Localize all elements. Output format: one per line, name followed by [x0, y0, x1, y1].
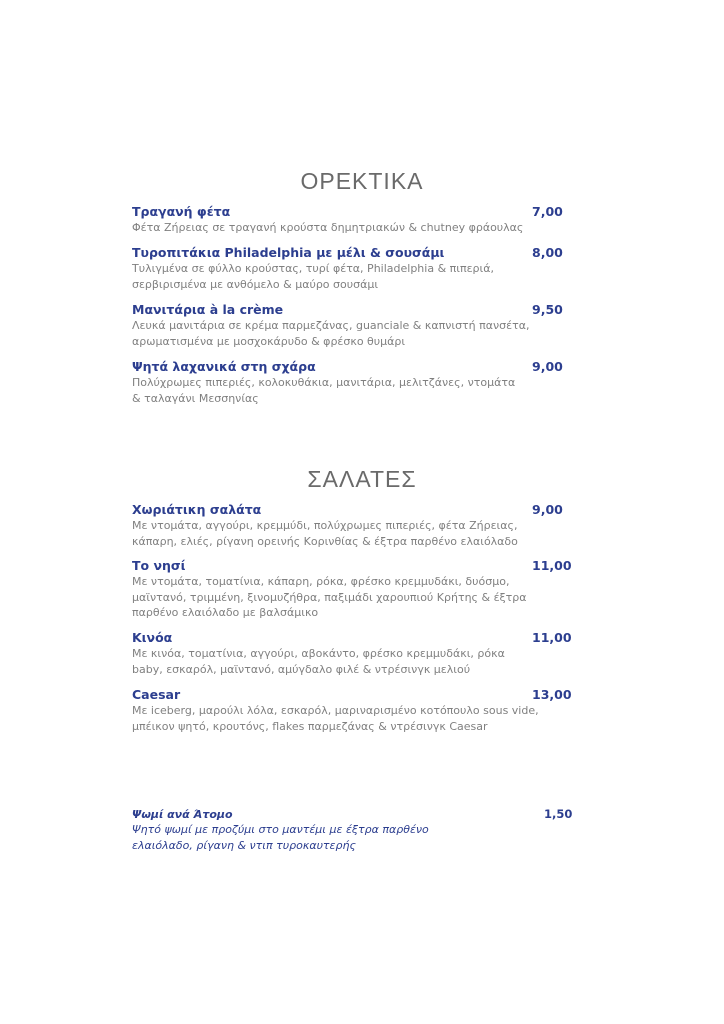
menu-item: [132, 245, 572, 292]
menu-item: [132, 502, 572, 549]
item-price: 9,00: [532, 502, 563, 517]
menu-item: [132, 302, 572, 349]
item-description: Με ντομάτα, τοματίνια, κάπαρη, ρόκα, φρέσκο κρεμμυδάκι, δυόσμο, μαϊντανό, τριμμένη, ξινομυζήθρα, παξιμάδι χαρουπιού Κρήτης & έξτρα παρθένο ελαιόλαδο με βαλσάμικο: [132, 575, 527, 619]
menu-item: [132, 687, 572, 734]
item-name: Τραγανή φέτα: [132, 204, 231, 219]
item-description: Με ντομάτα, αγγούρι, κρεμμύδι, πολύχρωμες πιπεριές, φέτα Ζήρειας, κάπαρη, ελιές, ρίγανη ορεινής Κορινθίας & έξτρα παρθένο ελαιόλαδο: [132, 519, 518, 548]
bread-description: Ψητό ψωμί με προζύμι στο μαντέμι με έξτρα παρθένο ελαιόλαδο, ρίγανη & ντιπ τυροκαυτερής: [132, 823, 429, 852]
item-description: Πολύχρωμες πιπεριές, κολοκυθάκια, μανιτάρια, μελιτζάνες, ντομάτα & ταλαγάνι Μεσσηνίας: [132, 376, 516, 405]
item-description: Τυλιγμένα σε φύλλο κρούστας, τυρί φέτα, Philadelphia & πιπεριά, σερβιρισμένα με ανθόμελο & μαύρο σουσάμι: [132, 262, 495, 291]
item-price: 8,00: [532, 245, 563, 260]
bread-price: 1,50: [544, 807, 573, 821]
item-name: Ψητά λαχανικά στη σχάρα: [132, 359, 316, 374]
menu-item: [132, 558, 572, 621]
item-name: Μανιτάρια à la crème: [132, 302, 284, 317]
menu-item: [132, 359, 572, 406]
item-price: 13,00: [532, 687, 572, 702]
item-price: 9,50: [532, 302, 563, 317]
bread-name: Ψωμί ανά Άτομο: [132, 808, 233, 821]
item-description: Με iceberg, μαρούλι λόλα, εσκαρόλ, μαριναρισμένο κοτόπουλο sous vide, μπέικον ψητό, κρουτόνς, flakes παρμεζάνας & ντρέσινγκ Caesar: [132, 704, 539, 733]
bread-item: [132, 807, 572, 853]
item-description: Λευκά μανιτάρια σε κρέμα παρμεζάνας, guanciale & καπνιστή πανσέτα, αρωματισμένα με μοσχοκάρυδο & φρέσκο θυμάρι: [132, 319, 530, 348]
item-price: 7,00: [532, 204, 563, 219]
appetizers-title: ΟΡΕΚΤΙΚΑ: [300, 168, 424, 194]
item-price: 11,00: [532, 630, 572, 645]
item-description: Με κινόα, τοματίνια, αγγούρι, αβοκάντο, φρέσκο κρεμμυδάκι, ρόκα baby, εσκαρόλ, μαϊντανό, αμύγδαλο φιλέ & ντρέσινγκ μελιού: [132, 647, 505, 676]
item-name: Caesar: [132, 687, 181, 702]
item-name: Χωριάτικη σαλάτα: [132, 502, 262, 517]
item-price: 11,00: [532, 558, 572, 573]
menu-item: [132, 630, 572, 677]
item-price: 9,00: [532, 359, 563, 374]
item-name: Το νησί: [132, 558, 186, 573]
item-description: Φέτα Ζήρειας σε τραγανή κρούστα δημητριακών & chutney φράουλας: [132, 221, 524, 234]
item-name: Κινόα: [132, 630, 173, 645]
salads-title: ΣΑΛΑΤΕΣ: [307, 466, 417, 492]
item-name: Τυροπιτάκια Philadelphia με μέλι & σουσάμι: [132, 245, 445, 260]
menu-item: [132, 204, 572, 236]
